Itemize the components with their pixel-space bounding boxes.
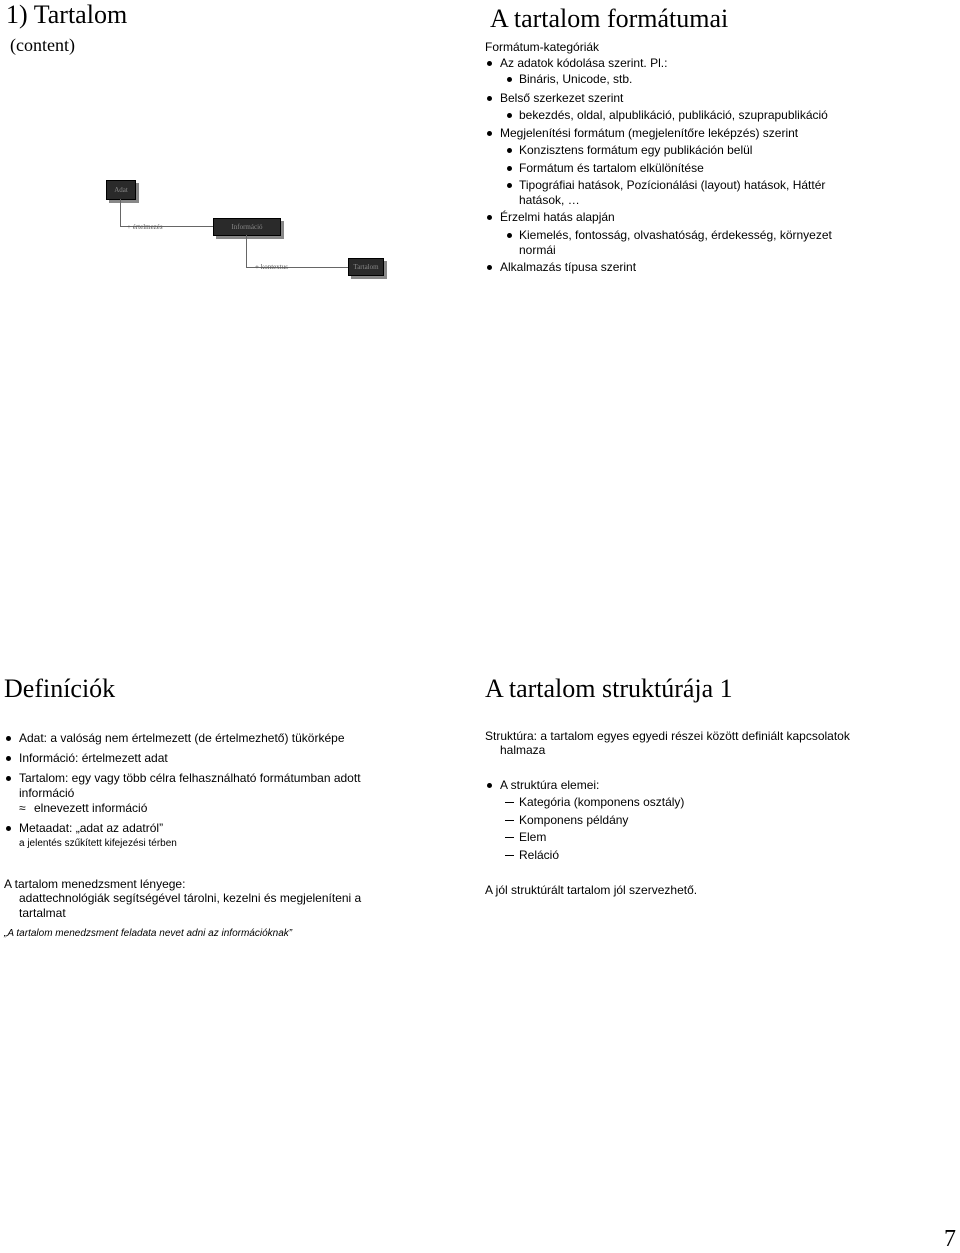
bullet-dot <box>487 215 492 220</box>
slide3-title: Definíciók <box>4 674 116 703</box>
list-item: Alkalmazás típusa szerint <box>500 260 637 274</box>
list-item: Formátum és tartalom elkülönítése <box>519 161 704 175</box>
slide2-title: A tartalom formátumai <box>490 4 729 33</box>
slide1-title: 1) Tartalom <box>6 0 128 29</box>
list-item: Információ: értelmezett adat <box>19 751 168 765</box>
bullet-dot <box>6 826 11 831</box>
dash-marker <box>505 802 514 803</box>
bullet-dot <box>487 61 492 66</box>
list-item: Metaadat: „adat az adatról” <box>19 821 164 835</box>
list-item: Konzisztens formátum egy publikáción belül <box>519 143 753 157</box>
list-item: Bináris, Unicode, stb. <box>519 72 633 86</box>
bullet-dot <box>507 166 512 171</box>
list-item-continued: hatások, … <box>519 193 580 207</box>
diagram-label-kontextus: + kontextus <box>255 263 288 271</box>
list-item: Tipográfiai hatások, Pozícionálási (layout) hatások, Háttér <box>519 178 826 192</box>
list-item-small: a jelentés szűkített kifejezési térben <box>19 838 177 849</box>
page-number: 7 <box>944 1226 956 1252</box>
list-item: Érzelmi hatás alapján <box>500 210 615 224</box>
list-item-continued: elnevezett információ <box>34 801 148 815</box>
bullet-dot <box>487 131 492 136</box>
diagram-connector <box>246 235 247 268</box>
dash-marker <box>505 855 514 856</box>
list-item: Tartalom: egy vagy több célra felhasználható formátumban adott <box>19 771 361 785</box>
essence-text: tartalmat <box>19 906 66 920</box>
bullet-dot <box>507 113 512 118</box>
bullet-dot <box>507 148 512 153</box>
list-item: Megjelenítési formátum (megjelenítőre leképzés) szerint <box>500 126 799 140</box>
diagram-connector <box>120 199 121 227</box>
dash-marker <box>505 837 514 838</box>
slide2-heading: Formátum-kategóriák <box>485 40 600 54</box>
list-item: Adat: a valóság nem értelmezett (de értelmezhető) tükörképe <box>19 731 345 745</box>
elements-heading: A struktúra elemei: <box>500 778 600 792</box>
bullet-dot <box>6 736 11 741</box>
structure-definition: halmaza <box>500 743 546 757</box>
diagram-box-tartalom: Tartalom <box>348 258 384 276</box>
list-item: Reláció <box>519 848 560 862</box>
bullet-dot <box>487 265 492 270</box>
list-item: Kategória (komponens osztály) <box>519 795 685 809</box>
closing-text: A jól struktúrált tartalom jól szervezhető. <box>485 883 698 897</box>
list-item-continued: információ <box>19 786 75 800</box>
list-item: Kiemelés, fontosság, olvashatóság, érdekesség, környezet <box>519 228 832 242</box>
approx-prefix: ≈ <box>19 801 26 815</box>
slide1-subtitle: (content) <box>10 35 75 55</box>
diagram-label-ertelmezes: + értelmezés <box>127 223 163 231</box>
bullet-dot <box>487 96 492 101</box>
list-item: Komponens példány <box>519 813 629 827</box>
essence-heading: A tartalom menedzsment lényege: <box>4 877 186 891</box>
slide4-title: A tartalom struktúrája 1 <box>485 674 733 703</box>
diagram-box-informacio: Információ <box>213 218 281 236</box>
list-item: Elem <box>519 830 547 844</box>
dash-marker <box>505 820 514 821</box>
bullet-dot <box>507 77 512 82</box>
bullet-dot <box>507 233 512 238</box>
list-item: Az adatok kódolása szerint. Pl.: <box>500 56 668 70</box>
bullet-dot <box>6 776 11 781</box>
structure-definition: Struktúra: a tartalom egyes egyedi részei között definiált kapcsolatok <box>485 729 850 743</box>
bullet-dot <box>6 756 11 761</box>
quote-text: „A tartalom menedzsment feladata nevet adni az információknak” <box>4 928 293 939</box>
essence-text: adattechnológiák segítségével tárolni, kezelni és megjeleníteni a <box>19 891 362 905</box>
diagram-box-adat: Adat <box>106 180 136 200</box>
bullet-dot <box>507 183 512 188</box>
list-item-continued: normái <box>519 243 556 257</box>
list-item: bekezdés, oldal, alpublikáció, publikáció, szuprapublikáció <box>519 108 828 122</box>
bullet-dot <box>487 783 492 788</box>
list-item: Belső szerkezet szerint <box>500 91 624 105</box>
